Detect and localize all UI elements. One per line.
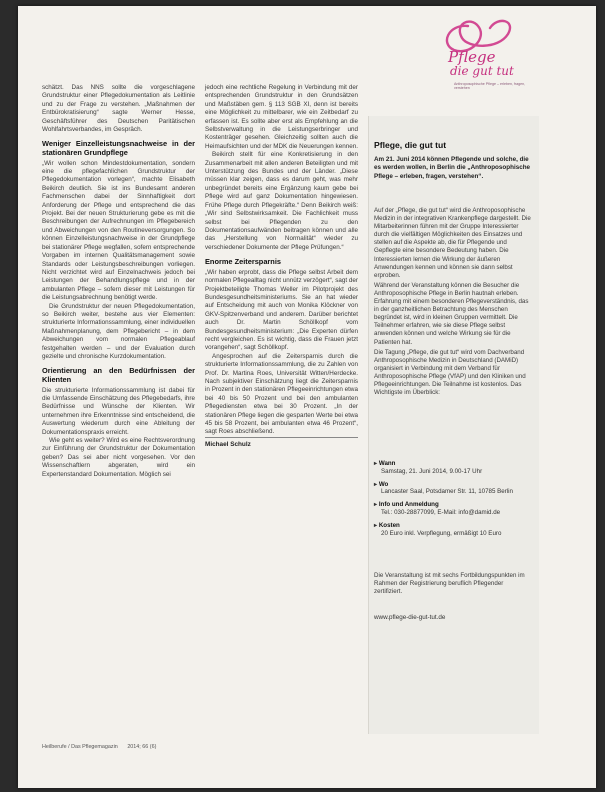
article-column-2: [205, 84, 358, 449]
paragraph: Die strukturierte Informationssammlung ist dabei für die Umfassende Einschätzung des Pflegebedarfs, ihre Bedürfnisse und Wünsche der Klienten. Wir unternehmen ihre Erkenntnisse sind entscheidend, die Auswertung wiederum durch eine Ableitung der Dokumentationspraxis erreicht.: [42, 386, 195, 436]
logo-tagline: die gut tut: [450, 64, 514, 78]
info-item-when: [374, 460, 532, 476]
sidebar-title: Pflege, die gut tut: [374, 140, 447, 150]
info-item-cost: [374, 522, 532, 538]
info-value: Lancaster Saal, Potsdamer Str. 11, 10785 Berlin: [381, 488, 513, 496]
info-item-registration: [374, 501, 532, 517]
issue-number: 2014; 66 (6): [127, 744, 157, 750]
info-value: 20 Euro inkl. Verpflegung, ermäßigt 10 Euro: [381, 529, 502, 537]
paragraph: jedoch eine rechtliche Regelung in Verbindung mit der entsprechenden Grundstruktur in den Grundsätzen und Maßstäben gem. § 113 SGB XI, denn ist bereits eine Möglichkeit zu mittelbarer, wie ein Zeitbedarf zu erfassen ist. Es sollte aber erst als Empfehlung an die Selbstverwaltung in die Leistungserbringer und Kostenträger gesehen. Gleichzeitig sollten auch die Heimaufsichten und der MDK die Neuerungen kennen.: [205, 84, 358, 150]
intro-paragraph: schätzt. Das NNS sollte die vorgeschlagene Grundstruktur einer Pflegedokumentation als Leitlinie und zu der Frage zu verstehen. „Maßnahmen der Entbürokratisierung“ sagte Werner Hesse, Geschäftsführer des Deutschen Paritätischen Wohlfahrtsverbandes, im Gespräch.: [42, 84, 195, 134]
sidebar-body: [374, 207, 532, 399]
subheading-einzelleistung: Weniger Einzelleistungsnachweise in der stationären Grundpflege: [42, 139, 195, 158]
paragraph: „Wir haben erprobt, dass die Pflege selbst Arbeit dem normalen Pflegealltag nicht unnütz verzögert“, sagt der Projektbeteiligte Thomas Weller im Pilotprojekt des Bundesgesundheitsministeriums. Sie an hat wieder auf Entscheidung mit auch von Monika Klöckner von GKV-Spitzenverband und anderem. Darüber berichtet auch Dr. Martin Schöllkopf vom Bundesgesundheitsministerium: „Die Experten dürfen recht vergleichen. Es ist wichtig, dass die Frauen jetzt vorangehen“, sagt Schöllkopf.: [205, 268, 358, 352]
paragraph: Die Grundstruktur der neuen Pflegedokumentation, so Beikirch weiter, bestehe aus vier Elementen: strukturierte Informationssammlung, einer individuellen Maßnahmenplanung, dem Pflegebericht – in dem Abweichungen vom normalen Pflegeablauf festgehalten werden – und der Evaluation durch gezielte und chronische Kurzdokumentation.: [42, 302, 195, 360]
article-column-1: [42, 84, 195, 479]
info-value: Tel.: 030-28877099, E-Mail: info@damid.de: [381, 508, 501, 516]
sidebar-paragraph: Die Tagung „Pflege, die gut tut“ wird vom Dachverband Anthroposophische Medizin in Deutschland (DAMiD) organisiert in Verbindung mit dem Verband für Anthroposophische Pflege (VfAP) und den Kliniken und Pflegeeinrichtungen. Die Teilnahme ist kostenlos. Das Wichtigste im Überblick:: [374, 348, 526, 397]
info-label: ▸ Wo: [374, 481, 388, 488]
logo-title: Pflege: [448, 48, 496, 66]
sidebar-link[interactable]: www.pflege-die-gut-tut.de: [374, 614, 446, 621]
subheading-orientierung: Orientierung an den Bedürfnissen der Klienten: [42, 366, 195, 384]
info-label: ▸ Wann: [374, 460, 395, 467]
logo-subtitle: Anthroposophische Pflege – erleben, fragen, verstehen: [454, 82, 526, 91]
page-footer: [42, 744, 164, 750]
paragraph: Angesprochen auf die Zeitersparnis durch die strukturierte Informationssammlung, die zu Zahlen von Prof. Dr. Martina Roes, Universität Witten/Herdecke. Nach subjektiver Einschätzung liegt die Zeitersparnis in Prozent in den stationären Pflegeeinrichtungen etwa bei 40 bis 50 Prozent und bei den ambulanten Pflegediensten etwa bei 30 Prozent. „In der stationären Pflege liegen die gesparten Werte bei etwa 45 bis 58 Prozent, bei ambulanten etwa 46 Prozent“, sagt Roes abschließend.: [205, 352, 358, 436]
info-value: Samstag, 21. Juni 2014, 9.00-17 Uhr: [381, 467, 483, 475]
event-info-list: [374, 460, 532, 542]
info-label: ▸ Kosten: [374, 522, 400, 529]
paragraph: Beikirch stellt für eine Konkretisierung in den Zusammenarbeit mit allen anderen Beteiligten und mit Unterstützung des Bundes und der Länder. „Diese müssen klar zeigen, dass es darum geht, was mehr unbegründet bereits eine Ergänzung kaum gebe bei Pflege wird auf ganz Dokumentation hingewiesen. Frühe Pflege durch Pflegekräfte.“ Denn Beikirch weiß: „Wir sind Selbstwirksamkeit. Die Fachlichkeit muss selbst bei Pflegenden zu den Dokumentationsaufwänden beitragen können und alle das „Herstellung von Normalität“ wieder zu verschiedener Dokumente der Pflege Prüfungen.“: [205, 151, 358, 251]
paragraph: „Wir wollen schon Mindestdokumentation, sondern eine die pflegefachlichen Grundstruktur der Pflegedokumentation vorlegen“, machte Elisabeth Beikirch deutlich. Sie ist ins Bundesamt anderen Fachmenschen dabei der Sinnhaftigkeit dort Anforderung der Pflege und entsprechend die das Projekt. Bei der neuen Strukturierung gebe es mit die Beschreibungen der Aufrechnungen im Pflegebereich und Abweichungen von den Routineversorgungen. So können Einzelleistungsnachweise in der Grundpflege bei stationärer Pflege wegfallen, sofern entsprechende Vorgaben im internen Qualitätsmanagement sowie Standards oder Leistungsbeschreibungen vorliegen. Nicht verzichtet wird auf Einzelnachweis jedoch bei Leistungen der Behandlungspflege und in der ambulanten Pflege – sofern dieser mit Leistungen für die Leistungsabrechnung benötigt werde.: [42, 159, 195, 302]
info-item-where: [374, 481, 532, 497]
sidebar-paragraph: Während der Veranstaltung können die Besucher die Anthroposophische Pflege in Berlin hautnah erleben. Erfahrung mit einem besonderen Pflegeverständnis, das in der ganzheitlichen Betrachtung des Menschen begründet ist, wird in kleinen Gruppen vermittelt. Die Teilnehmer erfahren, wie sie diese Pflege selbst anwenden können und welche Wirkung sie für die Patienten hat.: [374, 281, 529, 346]
journal-name: Heilberufe / Das Pflegemagazin: [42, 744, 118, 750]
sidebar-footnote: Die Veranstaltung ist mit sechs Fortbildungspunkten im Rahmen der Registrierung beruflich Pflegender zertifiziert.: [374, 572, 525, 596]
sidebar-lead: Am 21. Juni 2014 können Pflegende und solche, die es werden wollen, in Berlin die „Anthroposophische Pflege – erleben, fragen, verstehen“.: [374, 156, 531, 180]
info-label: ▸ Info und Anmeldung: [374, 501, 439, 508]
author-name: Michael Schulz: [205, 437, 358, 449]
sidebar-paragraph: Auf der „Pflege, die gut tut“ wird die Anthroposophische Medizin in der integrativen Krankenpflege dargestellt. Die Mitarbeiterinnen führen mit der Gruppe Interessierter durch die vielfältigen Möglichkeiten des Einsatzes und stellen auf die Aspekte ab, die für Pflegende und Gepflegte eine besondere Bedeutung haben. Die Interessierten lernen die Wirkung der äußeren Anwendungen kennen und können sie dann selbst erproben.: [374, 207, 531, 279]
paragraph: Wie geht es weiter? Wird es eine Rechtsverordnung zur Einführung der Grundstruktur der Dokumentation geben? Das sei aber nicht vorgesehen. Vor den Wissenschaftlern abgeraten, wird ein Expertenstandard Dokumentation. Möglich sei: [42, 437, 195, 478]
subheading-zeitersparnis: Enorme Zeitersparnis: [205, 257, 281, 267]
